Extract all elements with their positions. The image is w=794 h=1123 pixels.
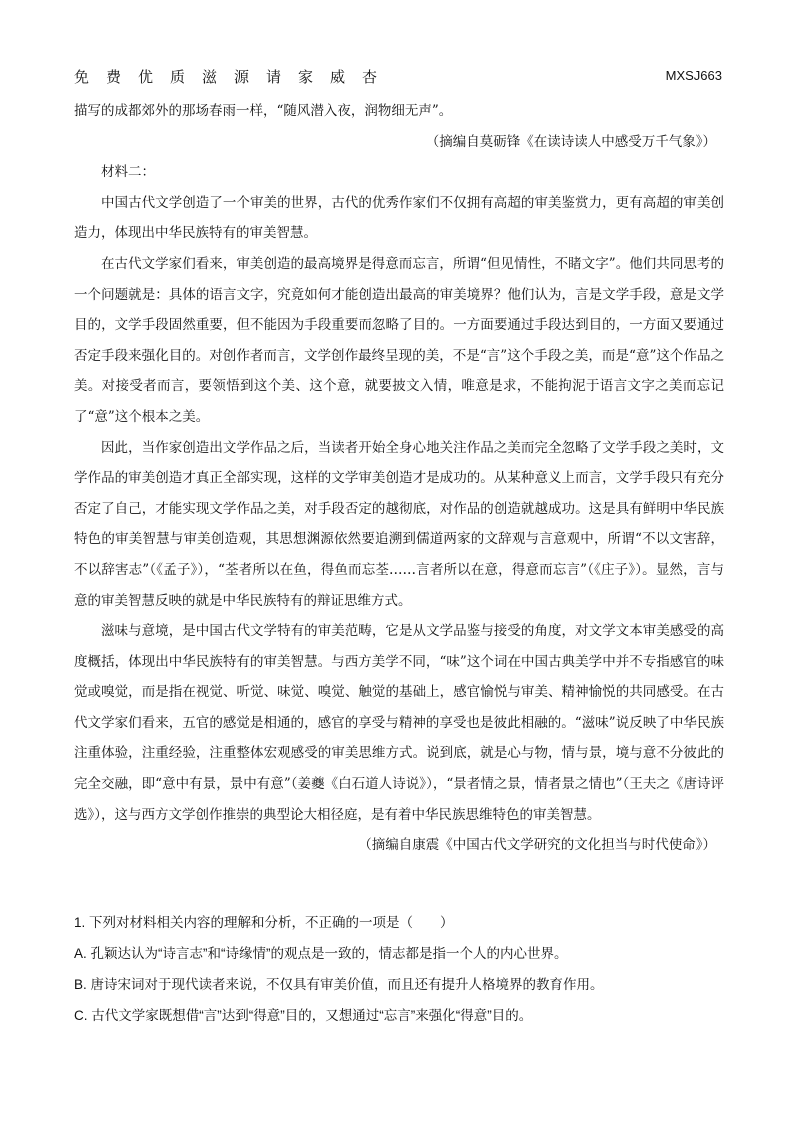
option-c: C. 古代文学家既想借“言”达到“得意”目的，又想通过“忘言”来强化“得意”目的。 [74, 1008, 533, 1023]
option-a: A. 孔颖达认为“诗言志”和“诗缘情”的观点是一致的，情志都是指一个人的内心世界。 [74, 946, 568, 961]
reading-material [74, 96, 724, 861]
page-header [74, 66, 722, 88]
source-citation: （摘编自康震《中国古代文学研究的文化担当与时代使命》） [358, 837, 716, 854]
paragraph: 在古代文学家们看来，审美创造的最高境界是得意而忘言，所谓“但见情性，不睹文字”。他们共同思考的一个问题就是：具体的语言文字，究竟如何才能创造出最高的审美境界？他们认为，言是文学手段，意是文学目的，文学手段固然重要，但不能因为手段重要而忽略了目的。一方面要通过手段达到目的，一方面又要通过否定手段来强化目的。对创作者而言，文学创作最终呈现的美，不是“言”这个手段之美，而是“意”这个作品之美。对接受者而言，要领悟到这个美、这个意，就要披文入情，唯意是求，不能拘泥于语言文字之美而忘记了“意”这个根本之美。 [74, 255, 724, 425]
paragraph: 描写的成都郊外的那场春雨一样，“随风潜入夜，润物细无声”。 [74, 103, 453, 119]
paragraph: 因此，当作家创造出文学作品之后，当读者开始全身心地关注作品之美而完全忽略了文学手段之美时，文学作品的审美创造才真正全部实现，这样的文学审美创造才是成功的。从某种意义上而言，文学手段只有充分否定了自己，才能实现文学作品之美，对手段否定的越彻底，对作品的创造就越成功。这是具有鲜明中华民族特色的审美智慧与审美创造观，其思想渊源依然要追溯到儒道两家的文辞观与言意观中，所谓“不以文害辞，不以辞害志”（《孟子》），“荃者所以在鱼，得鱼而忘荃……言者所以在意，得意而忘言”（《庄子》）。显然，言与意的审美智慧反映的就是中华民族特有的辩证思维方式。 [74, 439, 724, 609]
paragraph: 滋味与意境，是中国古代文学特有的审美范畴，它是从文学品鉴与接受的角度，对文学文本审美感受的高度概括，体现出中华民族特有的审美智慧。与西方美学不同，“味”这个词在中国古典美学中并不专指感官的味觉或嗅觉，而是指在视觉、听觉、味觉、嗅觉、触觉的基础上，感官愉悦与审美、精神愉悦的共同感受。在古代文学家们看来，五官的感觉是相通的，感官的享受与精神的享受也是彼此相融的。“滋味”说反映了中华民族注重体验，注重经验，注重整体宏观感受的审美思维方式。说到底，就是心与物，情与景，境与意不分彼此的完全交融，即“意中有景，景中有意”（姜夔《白石道人诗说》），“景者情之景，情者景之情也”（王夫之《唐诗评选》），这与西方文学创作推崇的典型论大相径庭，是有着中华民族思维特色的审美智慧。 [74, 623, 724, 823]
option-b: B. 唐诗宋词对于现代读者来说，不仅具有审美价值，而且还有提升人格境界的教育作用。 [74, 977, 604, 992]
question-stem: 1. 下列对材料相关内容的理解和分析，不正确的一项是（ ） [74, 915, 454, 930]
section-heading: 材料二： [101, 164, 155, 181]
paragraph: 中国古代文学创造了一个审美的世界，古代的优秀作家们不仅拥有高超的审美鉴赏力，更有高超的审美创造力，体现出中华民族特有的审美智慧。 [74, 194, 724, 242]
question-block [74, 907, 724, 1031]
header-watermark-text: 免费优质滋源请家威杏 [74, 68, 395, 86]
source-citation: （摘编自莫砺锋《在读诗读人中感受万千气象》） [425, 133, 716, 150]
document-code: MXSJ663 [665, 68, 722, 83]
